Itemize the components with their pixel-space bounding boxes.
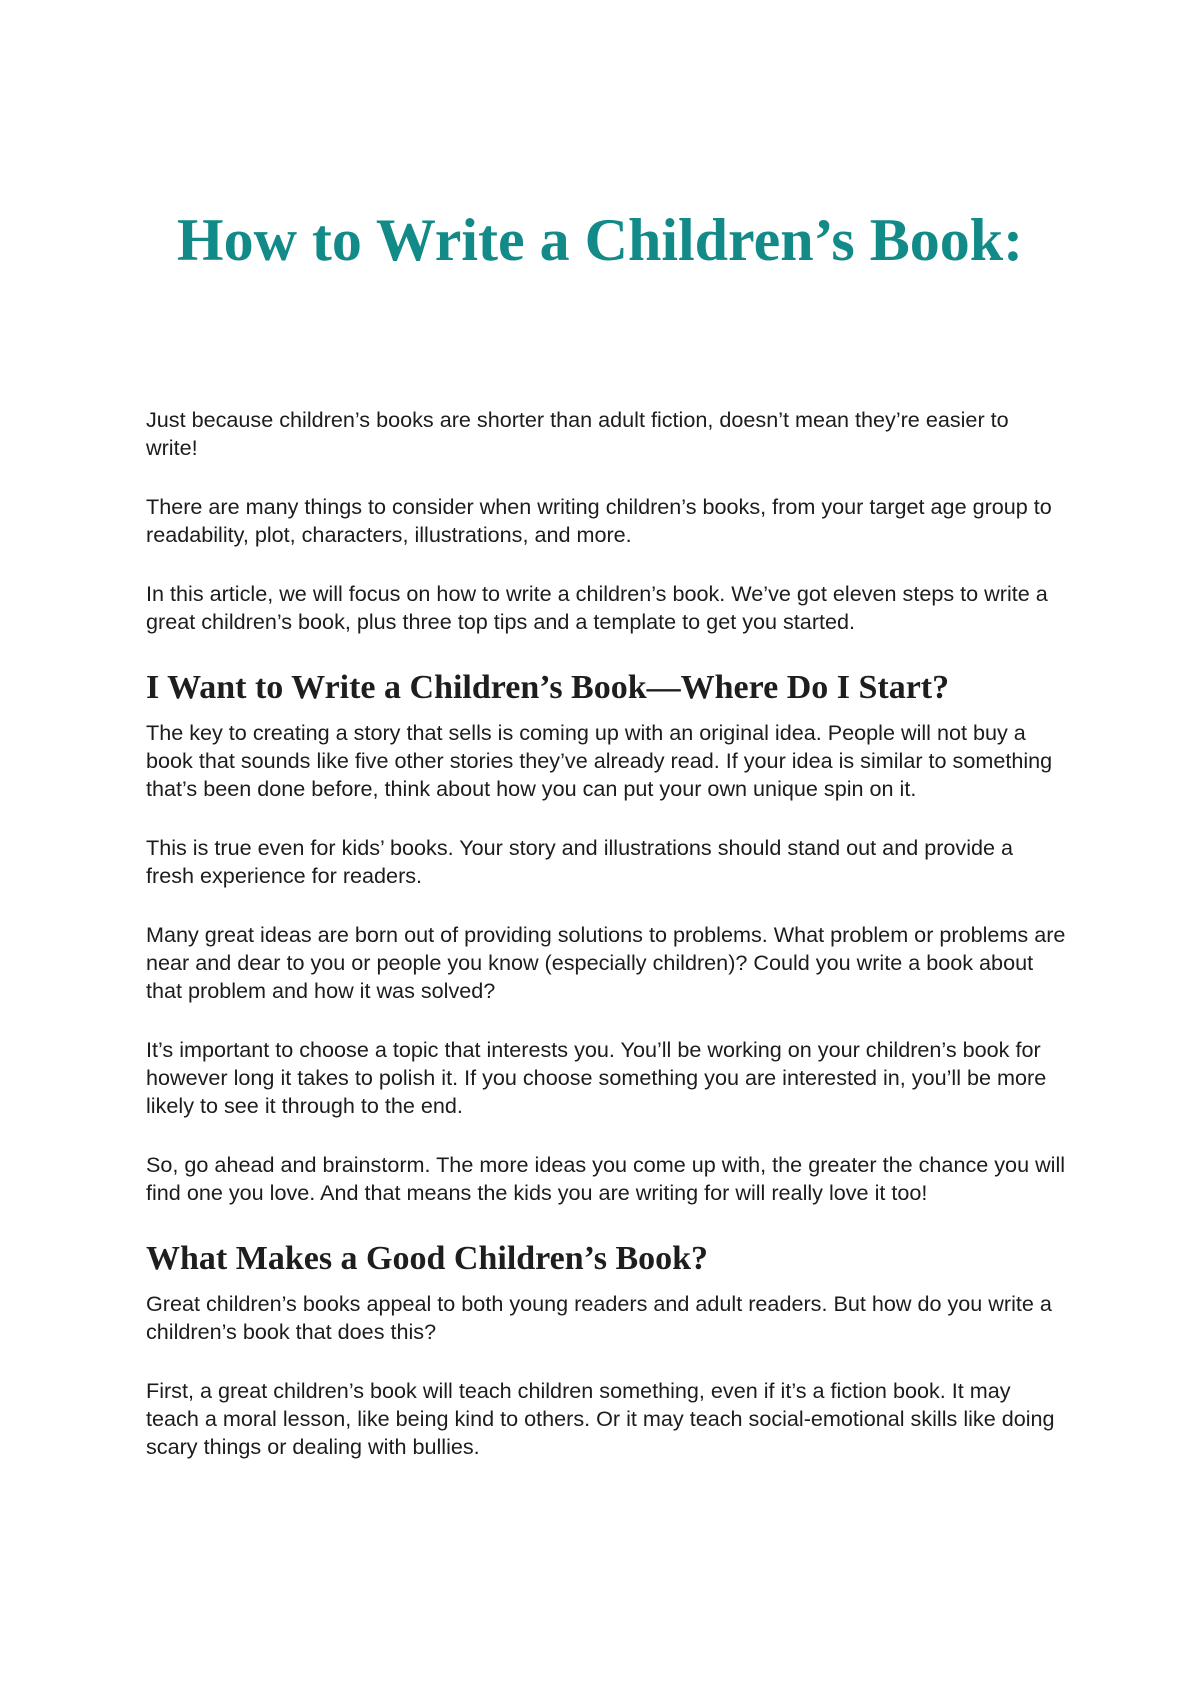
section-paragraph: So, go ahead and brainstorm. The more ideas you come up with, the greater the chance you will find one you love. And that means the kids you are writing for will really love it too! (146, 1152, 1066, 1205)
section-paragraph: This is true even for kids’ books. Your story and illustrations should stand out and provide a fresh experience for readers. (146, 835, 1014, 888)
intro-paragraph: In this article, we will focus on how to write a children’s book. We’ve got eleven steps to write a great children’s book, plus three top tips and a template to get you started. (146, 581, 1048, 634)
intro-paragraph: Just because children’s books are shorter than adult fiction, doesn’t mean they’re easier to write! (146, 407, 1009, 460)
section-paragraph: The key to creating a story that sells is coming up with an original idea. People will not buy a book that sounds like five other stories they’ve already read. If your idea is similar to something that’s been done before, think about how you can put your own unique spin on it. (146, 720, 1053, 801)
article-body (146, 406, 1066, 1492)
intro-paragraph: There are many things to consider when writing children’s books, from your target age group to readability, plot, characters, illustrations, and more. (146, 494, 1052, 547)
page-title: How to Write a Children’s Book: (176, 207, 1024, 273)
section-paragraph: First, a great children’s book will teach children something, even if it’s a fiction book. It may teach a moral lesson, like being kind to others. Or it may teach social-emotional skills like doing scary things or dealing with bullies. (146, 1378, 1055, 1459)
section-paragraph: Great children’s books appeal to both young readers and adult readers. But how do you write a children’s book that does this? (146, 1291, 1052, 1344)
section-heading-where-to-start: I Want to Write a Children’s Book—Where Do I Start? (146, 669, 950, 706)
section-heading-good-book: What Makes a Good Children’s Book? (146, 1240, 709, 1277)
section-paragraph: It’s important to choose a topic that interests you. You’ll be working on your children’s book for however long it takes to polish it. If you choose something you are interested in, you’ll be more likely to see it through to the end. (146, 1037, 1047, 1118)
section-paragraph: Many great ideas are born out of providing solutions to problems. What problem or problems are near and dear to you or people you know (especially children)? Could you write a book about that problem and how it was solved? (146, 922, 1066, 1003)
